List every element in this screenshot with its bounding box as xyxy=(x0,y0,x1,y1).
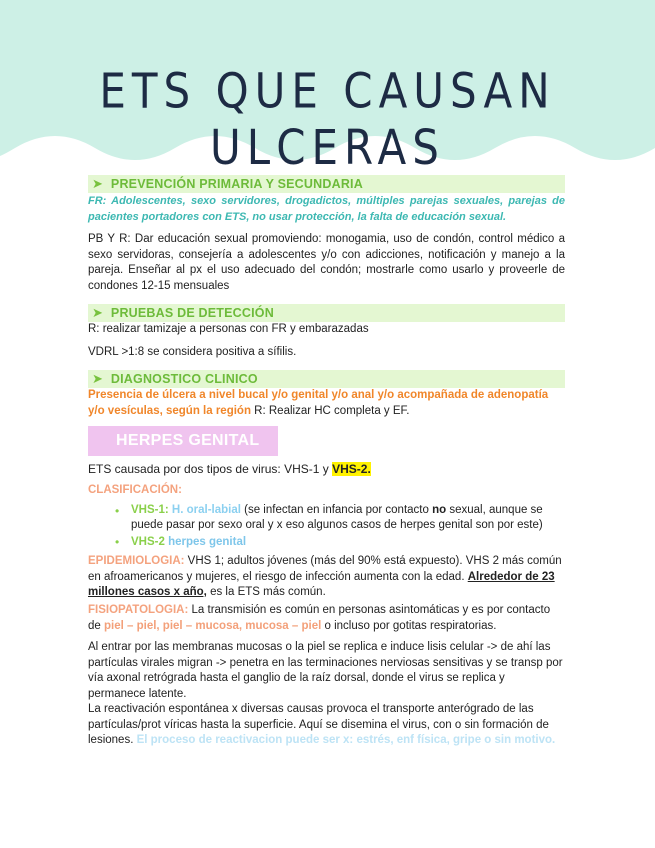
reactivation-causes: El proceso de reactivacion puede ser x: estrés, enf física, gripe o sin motivo. xyxy=(136,734,556,746)
fisiopatologia-paragraph xyxy=(88,603,565,634)
bullet-icon: • xyxy=(115,535,120,549)
section-heading: DIAGNOSTICO CLINICO xyxy=(110,372,258,386)
herpes-heading: HERPES GENITAL xyxy=(116,432,260,449)
vhs1-text: (se infectan en infancia por contacto xyxy=(240,504,433,516)
vhs2-label: VHS-2 xyxy=(131,536,165,548)
page-title: ETS QUE CAUSAN ULCERAS xyxy=(99,62,556,176)
diagnostico-recommendation: R: Realizar HC completa y EF. xyxy=(250,405,410,417)
reactivation-text: La reactivación espontánea x diversas causas provoca el transporte anterógrado de las partículas/prot víricas hasta la superficie. Aquí se disemina el virus, con o sin formación de lesiones. xyxy=(88,703,549,746)
vhs1-text-end: sexual, aunque se puede pasar por sexo oral y x eso algunos casos de herpes genital son por este) xyxy=(131,504,543,531)
risk-factors-text: FR: Adolescentes, sexo servidores, drogadictos, múltiples parejas sexuales, parejas de pacientes portadores con ETS, no usar protección, la falta de educación sexual. xyxy=(88,195,565,223)
epidemiologia-end: es la ETS más común. xyxy=(206,586,326,598)
vdrl-text: VDRL >1:8 se considera positiva a sífilis. xyxy=(88,346,297,358)
fisiopatologia-text: La transmisión es común en personas asintomáticas y es por contacto de xyxy=(88,604,551,632)
epidemiologia-cases: Alrededor de 23 millones casos x año, xyxy=(88,570,555,598)
chevron-right-icon: ➤ xyxy=(92,371,103,386)
bullet-icon: • xyxy=(115,504,120,518)
fisiopatologia-label: FISIOPATOLOGIA: xyxy=(88,604,189,616)
section-pruebas-header xyxy=(88,304,565,322)
contact-types: piel – piel, piel – mucosa, mucosa – piel xyxy=(104,619,322,632)
reactivation-paragraph xyxy=(88,702,565,749)
vhs2-item xyxy=(131,534,565,550)
tamizaje-text: R: realizar tamizaje a personas con FR y embarazadas xyxy=(88,323,369,335)
vhs2-subtype: herpes genital xyxy=(168,536,247,548)
fisiopatologia-end: o incluso por gotitas respiratorias. xyxy=(321,619,497,632)
herpes-intro-text: ETS causada por dos tipos de virus: VHS-1 y xyxy=(88,462,333,476)
section-diagnostico-header xyxy=(88,370,565,388)
herpes-intro xyxy=(88,461,565,477)
diagnostico-criteria: Presencia de úlcera a nivel bucal y/o genital y/o anal y/o acompañada de adenopatía y/o vesículas, según la región xyxy=(88,389,549,417)
pbyr-text: PB Y R: Dar educación sexual promoviendo: monogamia, uso de condón, control médico a sexo servidoras, consejería a adolescentes y/o con adicciones, notificación y manejo a la pareja. Enseñar al px el uso adecuado del condón; mostrarle como usarlo y proveerle de condones 12-15 mensuales xyxy=(88,233,565,292)
replication-paragraph: Al entrar por las membranas mucosas o la piel se replica e induce lisis celular -> de ahí las partículas virales migran -> penetra en las terminaciones nerviosas sensitivas y se transp por vía axonal retrógrada hasta el ganglio de la raíz dorsal, donde el virus se replica y permanece latente. xyxy=(88,641,563,700)
vhs2-highlight: VHS-2. xyxy=(332,462,371,476)
vhs1-subtype: H. oral-labial xyxy=(171,504,241,516)
epidemiologia-text: VHS 1; adultos jóvenes (más del 90% está expuesto). VHS 2 más común en afroamericanos y mujeres, el riesgo de infección aumenta con la edad. xyxy=(88,555,562,583)
vhs1-item xyxy=(131,503,565,533)
section-heading: PRUEBAS DE DETECCIÓN xyxy=(110,306,274,320)
herpes-genital-header xyxy=(88,426,278,456)
diagnostico-text xyxy=(88,387,565,419)
chevron-right-icon: ➤ xyxy=(92,305,103,320)
vhs1-no: no xyxy=(432,504,447,516)
clasificacion-heading: CLASIFICACIÓN: xyxy=(88,484,182,496)
section-prevencion-header xyxy=(88,175,565,193)
chevron-right-icon: ➤ xyxy=(92,176,103,191)
section-heading: PREVENCIÓN PRIMARIA Y SECUNDARIA xyxy=(110,177,363,191)
vhs1-label: VHS-1: xyxy=(131,504,169,516)
epidemiologia-label: EPIDEMIOLOGIA: xyxy=(88,555,185,567)
epidemiologia-paragraph xyxy=(88,554,565,601)
